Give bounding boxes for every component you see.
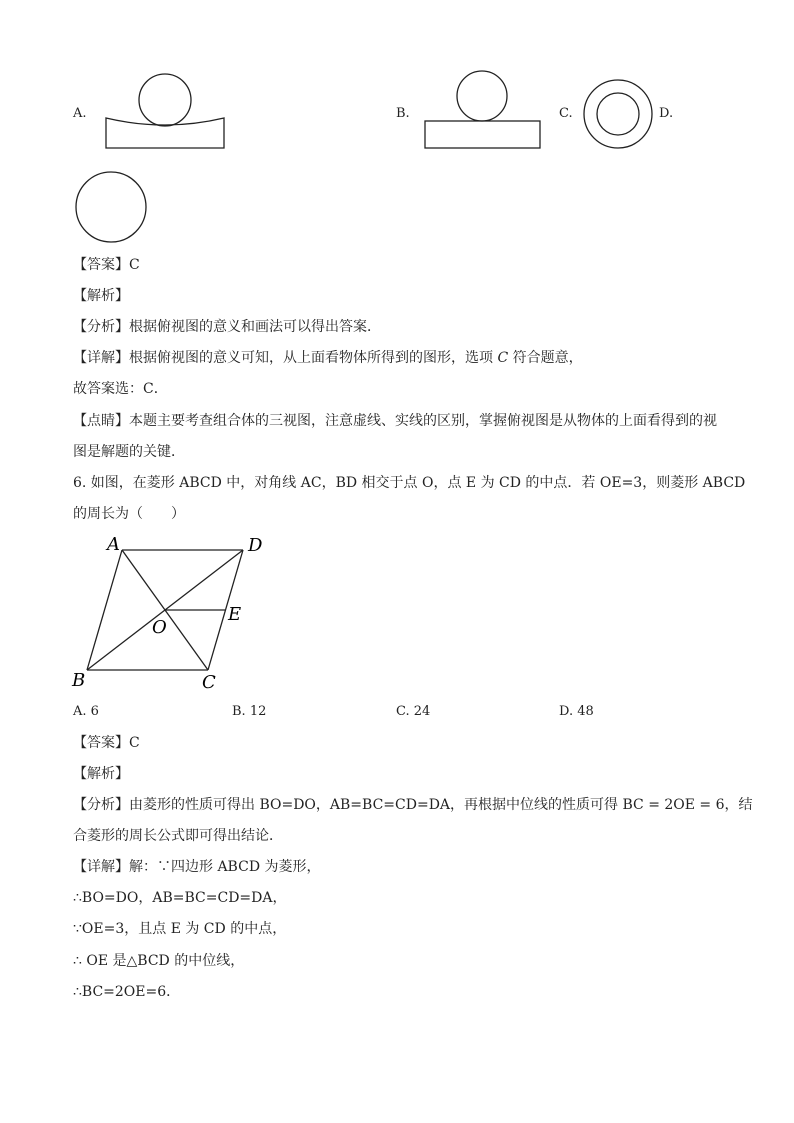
option-b-figure [420, 70, 550, 152]
q6-answer-line [73, 734, 140, 752]
rhombus-figure [66, 532, 276, 694]
q6-option-a: A. 6 [73, 704, 99, 719]
fenxi-tag: 【分析】 [73, 319, 129, 335]
label-e: E [228, 604, 242, 625]
xiangjie-line-1: 解：∵四边形 ABCD 为菱形， [129, 859, 321, 875]
option-c-figure [582, 78, 654, 150]
label-a: A [107, 534, 120, 555]
q5-xiangjie-line [73, 349, 583, 367]
q6-xiangjie-line-3: ∵OE=3，且点 E 为 CD 的中点， [73, 921, 287, 937]
label-d: D [248, 535, 263, 556]
q6-xiangjie-line-5: ∴BC=2OE=6． [73, 984, 181, 1000]
q5-fenxi-line [73, 318, 381, 336]
option-a-label: A. [73, 106, 87, 121]
q6-xiangjie-line-2: ∴BO=DO，AB=BC=CD=DA， [73, 890, 287, 906]
xiangjie-var: C [497, 350, 509, 366]
label-c: C [202, 672, 216, 693]
q5-dianjing-line-2: 图是解题的关键． [73, 444, 185, 460]
q5-analysis-line [73, 287, 129, 305]
q6-xiangjie-line [73, 858, 321, 876]
option-d-figure [73, 170, 149, 246]
xiangjie-text-2: 符合题意， [512, 350, 583, 366]
q6-analysis-line [73, 765, 129, 783]
analysis-tag: 【解析】 [73, 288, 129, 304]
option-a-figure [100, 70, 230, 152]
label-b: B [72, 670, 86, 691]
side-ab [87, 550, 122, 670]
option-d-label: D. [659, 106, 674, 121]
option-b-label: B. [396, 106, 410, 121]
analysis-tag: 【解析】 [73, 766, 129, 782]
answer-value: C [129, 735, 140, 751]
xiangjie-tag: 【详解】 [73, 859, 129, 875]
xiangjie-text-1: 根据俯视图的意义可知，从上面看物体所得到的图形，选项 [129, 350, 493, 366]
q6-fenxi-line-2: 合菱形的周长公式即可得出结论． [73, 828, 283, 844]
q6-stem-line-2: 的周长为（ ） [73, 506, 185, 522]
answer-value: C [129, 257, 140, 273]
q6-option-d: D. 48 [559, 704, 594, 719]
q5-answer-line [73, 256, 140, 274]
q5-dianjing-line [73, 412, 717, 430]
q6-stem-line-1: 6. 如图，在菱形 ABCD 中，对角线 AC，BD 相交于点 O，点 E 为 CD 的中点．若 OE=3，则菱形 ABCD [73, 475, 746, 491]
q5-conclusion: 故答案选：C． [73, 381, 168, 397]
label-o: O [152, 617, 167, 638]
fenxi-tag: 【分析】 [73, 797, 129, 813]
fenxi-line-1: 由菱形的性质可得出 BO=DO，AB=BC=CD=DA，再根据中位线的性质可得 BC = 2OE = 6，结 [129, 797, 753, 813]
xiangjie-tag: 【详解】 [73, 350, 129, 366]
dianjing-line-1: 本题主要考查组合体的三视图，注意虚线、实线的区别，掌握俯视图是从物体的上面看得到的视 [129, 413, 717, 429]
option-c-label: C. [559, 106, 573, 121]
q6-fenxi-line [73, 796, 753, 814]
answer-tag: 【答案】 [73, 735, 129, 751]
q6-option-b: B. 12 [232, 704, 267, 719]
dianjing-tag: 【点睛】 [73, 413, 129, 429]
fenxi-text: 根据俯视图的意义和画法可以得出答案． [129, 319, 381, 335]
answer-tag: 【答案】 [73, 257, 129, 273]
q6-option-c: C. 24 [396, 704, 431, 719]
q6-xiangjie-line-4: ∴ OE 是△BCD 的中位线， [73, 953, 245, 969]
